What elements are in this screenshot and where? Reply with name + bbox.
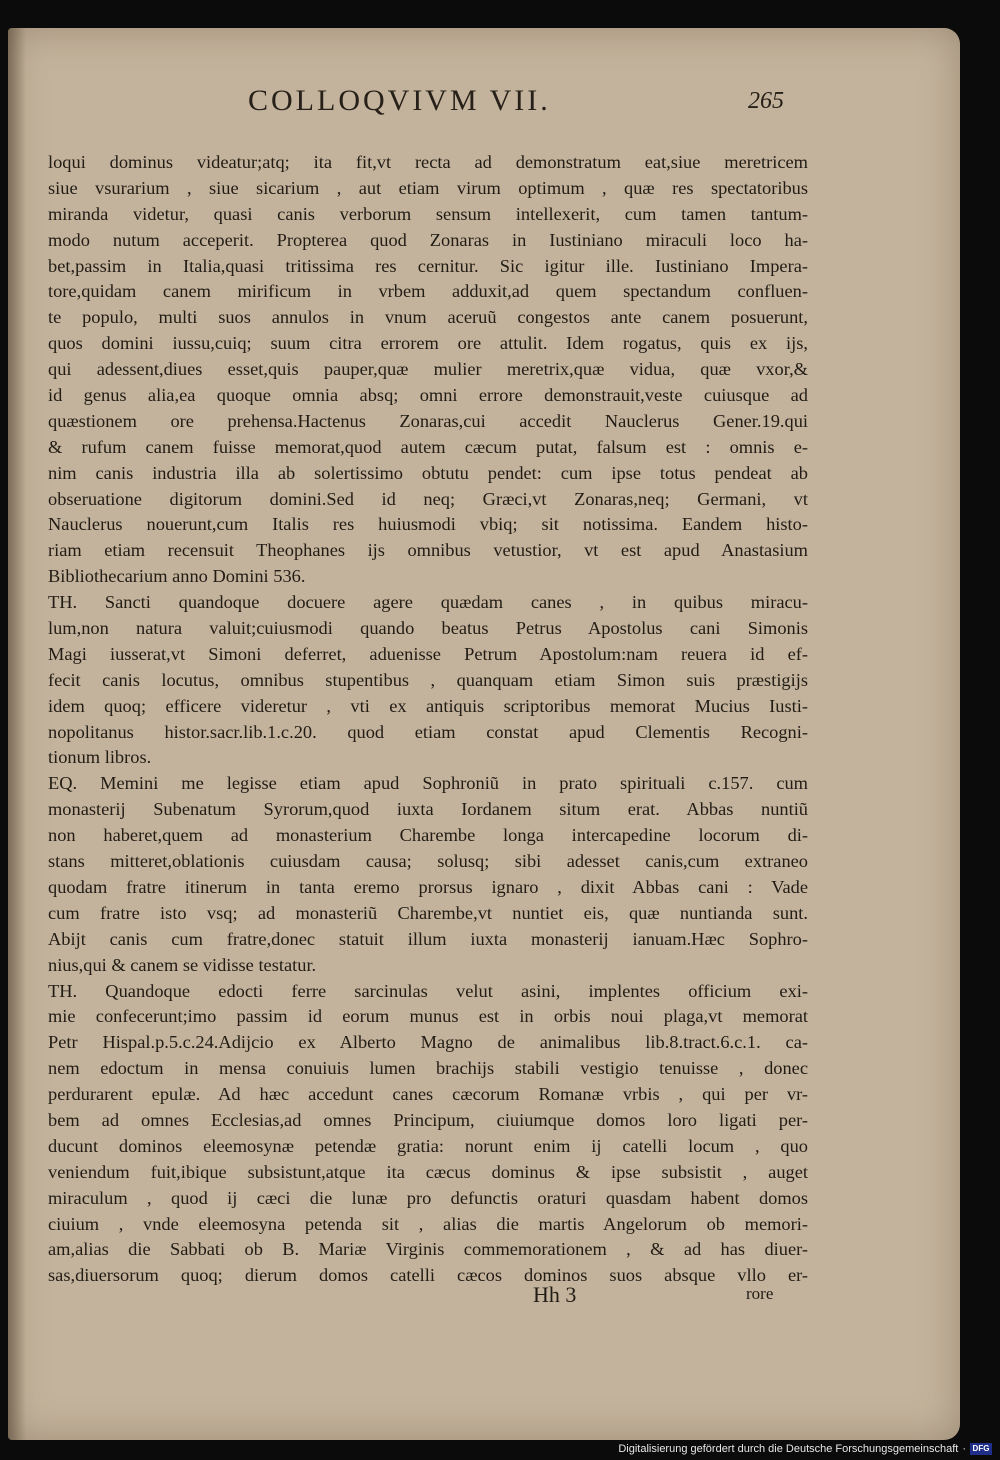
text-line: mie confecerunt;imo passim id eorum munus est in orbis noui plaga,vt memorat	[48, 1006, 808, 1027]
text-line: nim canis industria illa ab solertissimo obtutu pendet: cum ipse totus pendeat ab	[48, 462, 808, 483]
text-line: quæstionem ore prehensa.Hactenus Zonaras,cui accedit Nauclerus Gener.19.qui	[48, 410, 808, 431]
dfg-logo-icon: DFG	[970, 1443, 992, 1455]
text-line: Bibliothecarium anno Domini 536.	[48, 566, 306, 587]
dfg-footer-text: Digitalisierung gefördert durch die Deutsche Forschungsgemeinschaft	[618, 1443, 959, 1455]
text-line: tore,quidam canem mirificum in vrbem adduxit,ad quem spectandum confluen-	[48, 281, 808, 302]
text-line: te populo, multi suos annulos in vnum aceruũ congestos ante canem posuerunt,	[48, 307, 808, 328]
text-line: sas,diuersorum quoq; dierum domos catelli cæcos dominos suos absque vllo er-	[48, 1265, 808, 1286]
text-line: tionum libros.	[48, 747, 152, 768]
text-line: Petr Hispal.p.5.c.24.Adijcio ex Alberto Magno de animalibus lib.8.tract.6.c.1. ca-	[48, 1032, 808, 1053]
dfg-footer: Digitalisierung gefördert durch die Deutsche Forschungsgemeinschaft · DFG	[618, 1443, 992, 1455]
text-line: fecit canis locutus, omnibus stupentibus , quanquam etiam Simon suis præstigijs	[48, 669, 808, 690]
text-line: TH. Quandoque edocti ferre sarcinulas velut asini, implentes officium exi-	[48, 980, 808, 1001]
text-line: bem ad omnes Ecclesias,ad omnes Principum, ciuiumque domos loro ligati per-	[48, 1109, 808, 1130]
text-line: perdurarent epulæ. Ad hæc accedunt canes cæcorum Romanæ vrbis , qui per vr-	[48, 1084, 808, 1105]
folio-number: 265	[748, 88, 784, 114]
text-line: ducunt dominos eleemosynæ petendæ gratia: norunt enim ij catelli locum , quo	[48, 1135, 808, 1156]
text-line: loqui dominus videatur;atq; ita fit,vt recta ad demonstratum eat,siue meretricem	[48, 152, 808, 172]
text-line: nem edoctum in mensa conuiuis lumen brachijs stabili vestigio tenuisse , donec	[48, 1058, 808, 1079]
text-line: EQ. Memini me legisse etiam apud Sophroniũ in prato spirituali c.157. cum	[48, 773, 808, 794]
text-line: lum,non natura valuit;cuiusmodi quando beatus Petrus Apostolus cani Simonis	[48, 618, 808, 639]
text-line: cum fratre isto vsq; ad monasteriũ Charembe,vt nuntiet eis, quæ nuntianda sunt.	[48, 902, 808, 923]
text-line: miranda videtur, quasi canis verborum sensum intellexerit, cum tamen tantum-	[48, 203, 808, 224]
text-line: modo nutum acceperit. Propterea quod Zonaras in Iustiniano miraculi loco ha-	[48, 229, 808, 250]
text-block	[48, 150, 808, 1289]
text-line: monasterij Subenatum Syrorum,quod iuxta Iordanem situm erat. Abbas nuntiũ	[48, 799, 808, 820]
text-line: obseruatione digitorum domini.Sed id neq; Græci,vt Zonaras,neq; Germani, vt	[48, 488, 808, 509]
text-line: id genus alia,ea quoque omnia absq; omni errore demonstrauit,veste cuiusque ad	[48, 385, 808, 406]
signature-mark: Hh 3	[533, 1282, 577, 1307]
text-line: qui adessent,diues esset,quis pauper,quæ mulier meretrix,quæ vidua, quæ vxor,&	[48, 359, 808, 380]
text-line: riam etiam recensuit Theophanes ijs omnibus vetustior, vt est apud Anastasium	[48, 540, 808, 561]
text-line: miraculum , quod ij cæci die lunæ pro defunctis oraturi quasdam habent domos	[48, 1187, 808, 1208]
text-line: quos domini iussu,cuiq; suum citra errorem ore attulit. Idem rogatus, quis ex ijs,	[48, 333, 808, 354]
binding-shadow	[8, 28, 26, 1440]
catchword: rore	[746, 1284, 774, 1303]
text-line: nius,qui & canem se vidisse testatur.	[48, 954, 317, 975]
text-line: nopolitanus histor.sacr.lib.1.c.20. quod etiam constat apud Clementis Recogni-	[48, 721, 808, 742]
text-line: & rufum canem fuisse memorat,quod autem cæcum putat, falsum est : omnis e-	[48, 436, 808, 457]
text-line: Magi iusserat,vt Simoni deferret, aduenisse Petrum Apostolum:nam reuera id ef-	[48, 643, 808, 664]
text-line: am,alias die Sabbati ob B. Mariæ Virginis commemorationem , & ad has diuer-	[48, 1239, 808, 1260]
text-line: stans mitteret,oblationis cuiusdam causa; solusq; sibi adesset canis,cum extraneo	[48, 851, 808, 872]
text-line: idem quoq; efficere videretur , vti ex antiquis scriptoribus memorat Mucius Iusti-	[48, 695, 808, 716]
text-line: Abijt canis cum fratre,donec statuit illum iuxta monasterij ianuam.Hæc Sophro-	[48, 928, 808, 949]
text-line: non haberet,quem ad monasterium Charembe longa intercapedine locorum di-	[48, 825, 808, 846]
text-line: veniendum fuit,ibique subsistunt,atque ita cæcus dominus & ipse subsistit , auget	[48, 1161, 808, 1182]
text-line: ciuium , vnde eleemosyna petenda sit , alias die martis Angelorum ob memori-	[48, 1213, 808, 1234]
text-line: Nauclerus nouerunt,cum Italis res huiusmodi vbiq; sit notissima. Eandem histo-	[48, 514, 808, 535]
running-header: COLLOQVIVM VII.	[248, 84, 551, 117]
book-page	[8, 28, 960, 1440]
text-line: siue vsurarium , siue sicarium , aut etiam virum optimum , quæ res spectatoribus	[48, 177, 808, 198]
text-line: TH. Sancti quandoque docuere agere quædam canes , in quibus miracu-	[48, 592, 808, 613]
text-line: bet,passim in Italia,quasi tritissima res cernitur. Sic igitur ille. Iustiniano Impera-	[48, 255, 808, 276]
text-line: quodam fratre itinerum in tanta eremo prorsus ignaro , dixit Abbas cani : Vade	[48, 876, 808, 897]
